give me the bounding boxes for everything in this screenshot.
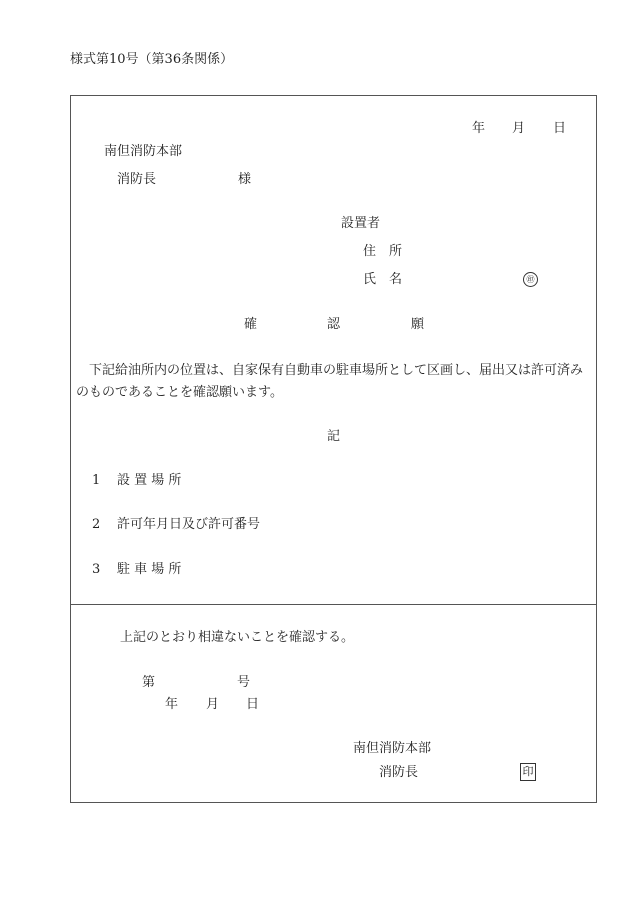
confirmation-month: 月: [206, 697, 220, 712]
address-label: 住 所: [363, 244, 403, 259]
date-month-label: 月: [512, 121, 526, 136]
item-2-label: 許可年月日及び許可番号: [117, 517, 261, 532]
item-2-number: 2: [92, 517, 101, 532]
item-1-number: 1: [92, 473, 101, 488]
confirmation-dai: 第: [142, 675, 156, 690]
title-char-1: 確: [244, 317, 258, 332]
confirmation-org: 南但消防本部: [353, 741, 432, 756]
title-char-3: 願: [411, 317, 425, 332]
addressee-title: 消防長: [117, 172, 157, 187]
honorific: 様: [238, 172, 252, 187]
seal-box-icon: 印: [520, 763, 536, 781]
confirmation-year: 年: [165, 697, 179, 712]
item-3-number: 3: [92, 562, 101, 577]
form-box: [70, 95, 597, 803]
item-1-label: 設 置 場 所: [117, 473, 182, 488]
body-text: 下記給油所内の位置は、自家保有自動車の駐車場所として区画し、届出又は許可済みのものであることを確認願います。: [76, 363, 584, 400]
name-label: 氏 名: [363, 272, 403, 287]
ki-label: 記: [327, 429, 341, 444]
section-divider: [70, 604, 597, 605]
confirmation-go: 号: [237, 675, 251, 690]
item-3-label: 駐 車 場 所: [117, 562, 182, 577]
confirmation-statement: 上記のとおり相違ないことを確認する。: [120, 630, 355, 645]
applicant-label: 設置者: [341, 216, 381, 231]
seal-mark-icon: ㊞: [523, 271, 538, 287]
confirmation-chief: 消防長: [379, 765, 419, 780]
title-char-2: 認: [327, 317, 341, 332]
form-number: 様式第10号（第36条関係）: [70, 52, 234, 67]
addressee-org: 南但消防本部: [104, 144, 183, 159]
confirmation-day: 日: [246, 697, 260, 712]
date-year-label: 年: [472, 121, 486, 136]
date-day-label: 日: [553, 121, 567, 136]
